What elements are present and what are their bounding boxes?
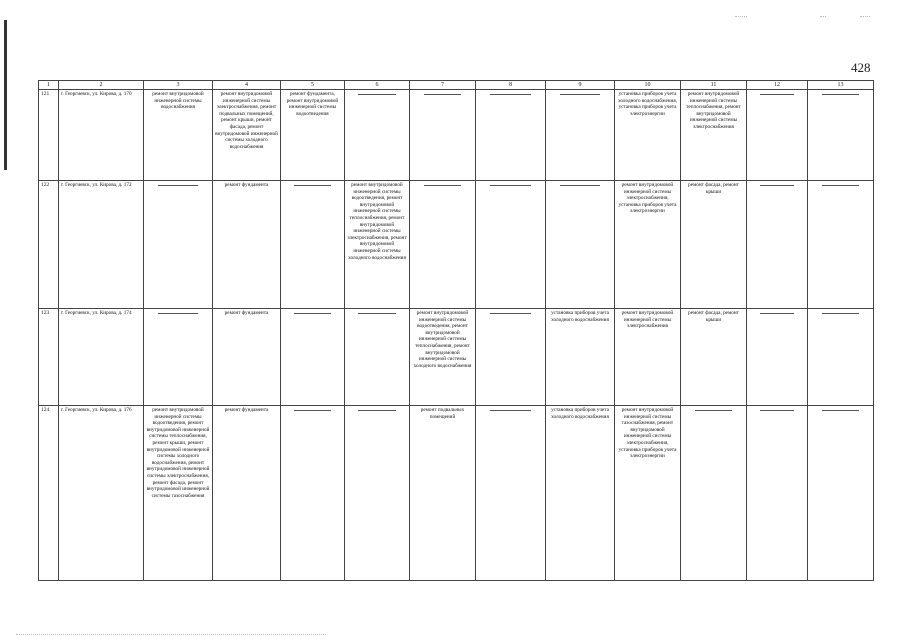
column-header: 11	[681, 81, 747, 90]
empty-cell	[747, 406, 808, 581]
column-header: 1	[39, 81, 59, 90]
work-type-cell: установка приборов учета холодного водоснабжения	[546, 309, 615, 406]
column-number-row	[39, 81, 874, 90]
empty-cell	[681, 406, 747, 581]
empty-cell	[747, 181, 808, 309]
work-type-cell: ремонт фундамента	[213, 181, 281, 309]
work-type-cell: ремонт внутридомовой инженерной системы электроснабжения	[615, 309, 681, 406]
empty-cell	[281, 181, 345, 309]
empty-cell	[281, 406, 345, 581]
address-cell: г. Георгиевск, ул. Кирова, д. 176	[59, 406, 144, 581]
dash-mark	[424, 185, 462, 186]
empty-cell	[144, 181, 213, 309]
scan-noise-bottom	[16, 634, 326, 635]
dash-mark	[760, 185, 795, 186]
scan-edge-mark	[4, 20, 7, 170]
column-header: 6	[345, 81, 410, 90]
empty-cell	[476, 90, 546, 181]
empty-cell	[144, 309, 213, 406]
column-header: 13	[808, 81, 874, 90]
empty-cell	[546, 181, 615, 309]
dash-mark	[822, 185, 860, 186]
dash-mark	[560, 185, 600, 186]
dash-mark	[490, 313, 530, 314]
dash-mark	[424, 94, 462, 95]
table-row	[39, 181, 874, 309]
empty-cell	[808, 181, 874, 309]
table-row	[39, 90, 874, 181]
address-cell: г. Георгиевск, ул. Кирова, д. 172	[59, 181, 144, 309]
work-type-cell: ремонт внутридомовой инженерной системы водоотведения, ремонт внутридомовой инженерной системы теплоснабжения, ремонт внутридомовой инженерной системы электроснабжения, ремонт внутридомовой инженерной системы холодного водоснабжения	[345, 181, 410, 309]
empty-cell	[476, 181, 546, 309]
empty-cell	[345, 90, 410, 181]
dash-mark	[358, 410, 395, 411]
empty-cell	[546, 90, 615, 181]
work-type-cell: ремонт подвальных помещений	[410, 406, 476, 581]
scan-noise-top-2	[820, 16, 826, 17]
work-type-cell: ремонт фасада, ремонт крыши	[681, 181, 747, 309]
dash-mark	[158, 185, 198, 186]
work-type-cell: ремонт внутридомовой инженерной системы электроснабжения, ремонт подвальных помещений, ремонт крыши, ремонт фасада, ремонт внутридомовой инженерной системы холодного водоснабжения	[213, 90, 281, 181]
dash-mark	[490, 94, 530, 95]
dash-mark	[158, 313, 198, 314]
work-type-cell: ремонт фундамента, ремонт внутридомовой инженерной системы водоотведения	[281, 90, 345, 181]
scan-noise-top-1	[735, 16, 747, 17]
work-type-cell: установка приборов учета холодного водоснабжения	[546, 406, 615, 581]
empty-cell	[747, 309, 808, 406]
column-header: 5	[281, 81, 345, 90]
column-header: 4	[213, 81, 281, 90]
table-row	[39, 406, 874, 581]
repair-schedule-table	[38, 80, 874, 581]
row-number: 121	[39, 90, 59, 181]
column-header: 10	[615, 81, 681, 90]
column-header: 12	[747, 81, 808, 90]
address-cell: г. Георгиевск, ул. Кирова, д. 174	[59, 309, 144, 406]
empty-cell	[281, 309, 345, 406]
table-row	[39, 309, 874, 406]
dash-mark	[822, 313, 860, 314]
empty-cell	[410, 181, 476, 309]
row-number: 123	[39, 309, 59, 406]
address-cell: г. Георгиевск, ул. Кирова, д. 170	[59, 90, 144, 181]
page-number: 428	[851, 60, 871, 75]
work-type-cell: ремонт внутридомовой инженерной системы водоснабжения	[144, 90, 213, 181]
dash-mark	[294, 313, 331, 314]
dash-mark	[358, 94, 395, 95]
dash-mark	[560, 94, 600, 95]
column-header: 3	[144, 81, 213, 90]
empty-cell	[345, 309, 410, 406]
work-type-cell: ремонт внутридомовой инженерной системы теплоснабжения, ремонт внутридомовой инженерной системы электроснабжения	[681, 90, 747, 181]
empty-cell	[808, 406, 874, 581]
work-type-cell: ремонт внутридомовой инженерной системы водоотведения, ремонт внутридомовой инженерной системы теплоснабжения, ремонт крыши, ремонт внутридомовой инженерной системы холодного водоснабжения, ремонт внутридомовой инженерной системы электроснабжения, ремонт фасада, ремонт внутридомовой инженерной системы газоснабжения	[144, 406, 213, 581]
dash-mark	[294, 185, 331, 186]
empty-cell	[345, 406, 410, 581]
dash-mark	[760, 410, 795, 411]
empty-cell	[410, 90, 476, 181]
dash-mark	[490, 185, 530, 186]
work-type-cell: ремонт внутридомовой инженерной системы газоснабжения, ремонт внутридомовой инженерной системы электроснабжения, установка приборов учета электроэнергии	[615, 406, 681, 581]
work-type-cell: ремонт внутридомовой инженерной системы водоотведения, ремонт внутридомовой инженерной системы теплоснабжения, ремонт внутридомовой инженерной системы холодного водоснабжения	[410, 309, 476, 406]
column-header: 9	[546, 81, 615, 90]
dash-mark	[822, 410, 860, 411]
empty-cell	[476, 309, 546, 406]
scan-noise-top-3	[860, 16, 870, 17]
empty-cell	[808, 309, 874, 406]
dash-mark	[358, 313, 395, 314]
work-type-cell: ремонт фундамента	[213, 309, 281, 406]
dash-mark	[695, 410, 733, 411]
work-type-cell: установка приборов учета холодного водоснабжения, установка приборов учета электроэнергии	[615, 90, 681, 181]
dash-mark	[490, 410, 530, 411]
dash-mark	[760, 94, 795, 95]
row-number: 124	[39, 406, 59, 581]
empty-cell	[747, 90, 808, 181]
empty-cell	[476, 406, 546, 581]
dash-mark	[760, 313, 795, 314]
column-header: 7	[410, 81, 476, 90]
empty-cell	[808, 90, 874, 181]
dash-mark	[822, 94, 860, 95]
row-number: 122	[39, 181, 59, 309]
work-type-cell: ремонт фундамента	[213, 406, 281, 581]
work-type-cell: ремонт фасада, ремонт крыши	[681, 309, 747, 406]
column-header: 2	[59, 81, 144, 90]
column-header: 8	[476, 81, 546, 90]
work-type-cell: ремонт внутридомовой инженерной системы электроснабжения, установка приборов учета электроэнергии	[615, 181, 681, 309]
dash-mark	[294, 410, 331, 411]
